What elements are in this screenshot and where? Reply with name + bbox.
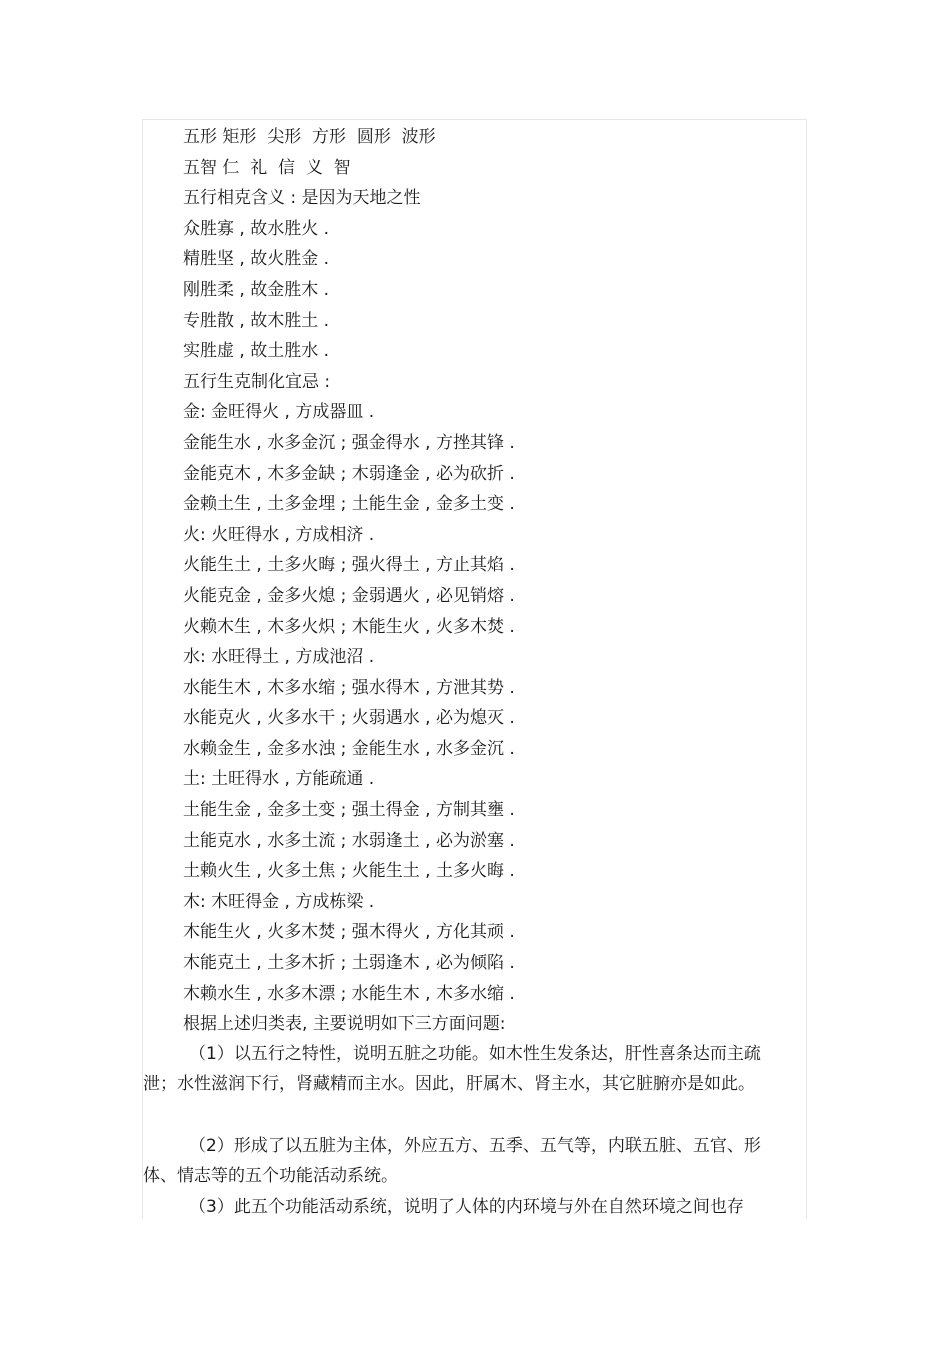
text-line: 金赖土生 , 土多金埋 ; 土能生金 , 金多土变 . xyxy=(183,494,515,515)
text-line: 专胜散 , 故木胜土 . xyxy=(183,310,330,331)
text-line: 水能生木 , 木多水缩 ; 强水得木 , 方泄其势 . xyxy=(183,677,515,698)
text-line: 木赖水生 , 水多木漂 ; 水能生木 , 木多水缩 . xyxy=(183,983,515,1004)
text-line: 金能生水 , 水多金沉 ; 强金得水 , 方挫其锋 . xyxy=(183,432,515,453)
paragraph: （2）形成了以五脏为主体，外应五方、五季、五气等，内联五脏、五官、形体、情志等的五个功能活动系统。 xyxy=(143,1136,761,1186)
text-line: 根据上述归类表, 主要说明如下三方面问题: xyxy=(183,1014,506,1035)
text-line: 土能生金 , 金多土变 ; 强土得金 , 方制其壅 . xyxy=(183,800,515,821)
paragraph: （3）此五个功能活动系统，说明了人体的内环境与外在自然环境之间也存 xyxy=(189,1197,744,1217)
text-line: 土: 土旺得水 , 方能疏通 . xyxy=(183,769,375,790)
text-line: 火: 火旺得水 , 方成相济 . xyxy=(183,524,375,545)
text-line: 土赖火生 , 火多土焦 ; 火能生土 , 土多火晦 . xyxy=(183,861,515,882)
text-line: 水: 水旺得土 , 方成池沼 . xyxy=(183,647,375,668)
text-line: 金: 金旺得火 , 方成器皿 . xyxy=(183,402,375,423)
text-line: 五行生克制化宜忌 : xyxy=(183,371,331,392)
text-line: 五形 矩形 尖形 方形 圆形 波形 xyxy=(183,127,436,147)
text-line: 土能克水 , 水多土流 ; 水弱逢土 , 必为淤塞 . xyxy=(183,830,515,851)
text-line: 水赖金生 , 金多水浊 ; 金能生水 , 水多金沉 . xyxy=(183,738,515,759)
text-line: 众胜寡 , 故水胜火 . xyxy=(183,218,330,239)
text-line: 刚胜柔 , 故金胜木 . xyxy=(183,279,330,300)
text-line: 火赖木生 , 木多火炽 ; 木能生火 , 火多木焚 . xyxy=(183,616,515,637)
text-line: 火能克金 , 金多火熄 ; 金弱遇火 , 必见销熔 . xyxy=(183,585,515,606)
text-line: 五行相克含义 : 是因为天地之性 xyxy=(183,188,421,209)
text-line: 实胜虚 , 故土胜水 . xyxy=(183,341,330,362)
text-line: 水能克火 , 火多水干 ; 火弱遇水 , 必为熄灭 . xyxy=(183,708,515,729)
text-line: 火能生土 , 土多火晦 ; 强火得土 , 方止其焰 . xyxy=(183,555,515,576)
text-line: 精胜坚 , 故火胜金 . xyxy=(183,249,330,270)
text-line: 木: 木旺得金 , 方成栋梁 . xyxy=(183,891,375,912)
text-line: 木能生火 , 火多木焚 ; 强木得火 , 方化其顽 . xyxy=(183,922,515,943)
text-line: 五智 仁 礼 信 义 智 xyxy=(183,157,351,178)
text-lines xyxy=(183,122,783,1040)
paragraph: （1）以五行之特性，说明五脏之功能。如木性生发条达，肝性喜条达而主疏泄；水性滋润下行，肾藏精而主水。因此，肝属木、肾主水，其它脏腑亦是如此。 xyxy=(143,1044,761,1094)
text-line: 金能克木 , 木多金缺 ; 木弱逢金 , 必为砍折 . xyxy=(183,463,515,484)
text-line: 木能克土 , 土多木折 ; 土弱逢木 , 必为倾陷 . xyxy=(183,953,515,974)
